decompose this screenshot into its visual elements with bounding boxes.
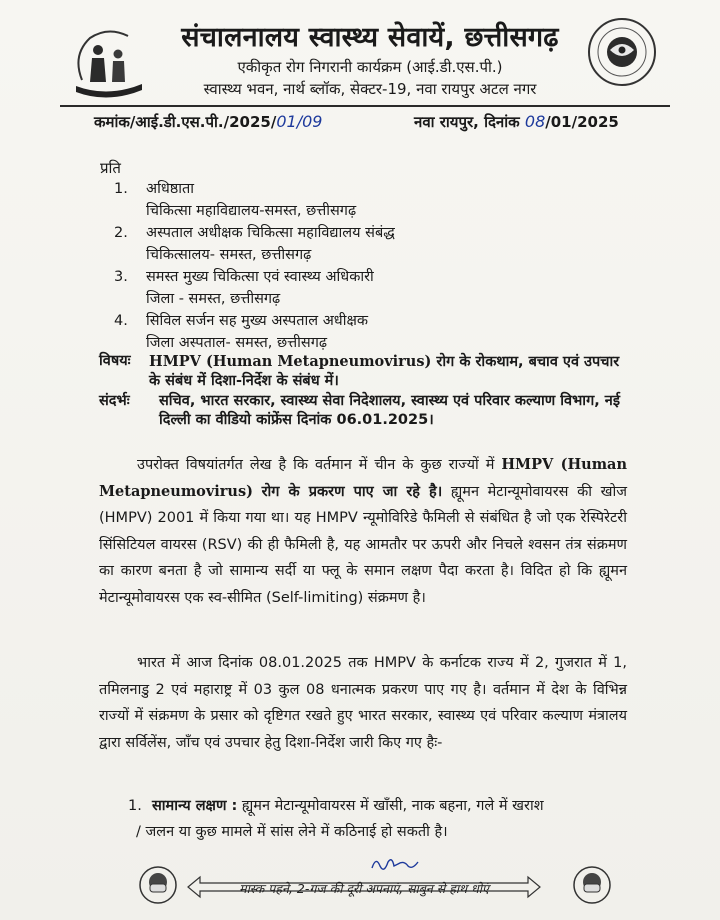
chhattisgarh-health-logo-icon [62, 20, 154, 112]
subject-line: विषयः HMPV (Human Metapneumovirus) रोग के रोकथाम, बचाव एवं उपचार के संबंध में दिशा-निर्देश के संबंध में। [99, 353, 620, 389]
header-rule [60, 105, 670, 107]
salutation: प्रति [100, 159, 121, 177]
handwritten-number: 01/09 [276, 112, 323, 131]
recipient-item: 3. समस्त मुख्य चिकित्सा एवं स्वास्थ्य अधिकारी जिला - समस्त, छत्तीसगढ़ [114, 269, 374, 307]
office-address: स्वास्थ्य भवन, नार्थ ब्लॉक, सेक्टर-19, नवा रायपुर अटल नगर [203, 80, 537, 98]
program-name: एकीकृत रोग निगरानी कार्यक्रम (आई.डी.एस.पी.) [237, 58, 503, 76]
subject-block [99, 352, 629, 430]
recipient-list [114, 178, 634, 354]
handwritten-day: 08 [524, 112, 546, 131]
recipient-item: 2. अस्पताल अधीक्षक चिकित्सा महाविद्यालय संबंद्ध चिकित्सालय- समस्त, छत्तीसगढ़ [114, 225, 395, 263]
recipient-item: 4. सिविल सर्जन सह मुख्य अस्पताल अधीक्षक जिला अस्पताल- समस्त, छत्तीसगढ़ [114, 313, 369, 351]
footer-slogan: मास्क पहने, 2-गज की दूरी अपनाएं, साबुन से हाथ धोएं [239, 881, 489, 896]
mask-face-icon [138, 865, 178, 905]
idsp-logo-icon [586, 16, 658, 88]
footer-banner [186, 872, 542, 902]
department-title: संचालनालय स्वास्थ्य सेवायें, छत्तीसगढ़ [181, 22, 559, 53]
place-date: नवा रायपुर, दिनांक 08/01/2025 [414, 112, 619, 131]
guideline-point-1: 1. सामान्य लक्षण : ह्यूमन मेटान्यूमोवायरस में खाँसी, नाक बहना, गले में खराश / जलन या कुछ मामले में सांस लेने में कठिनाई हो सकती है। [128, 798, 544, 840]
recipient-item: 1. अधिष्ठाता चिकित्सा महाविद्यालय-समस्त, छत्तीसगढ़ [114, 181, 357, 219]
body-paragraph-2: भारत में आज दिनांक 08.01.2025 तक HMPV के कर्नाटक राज्य में 2, गुजरात में 1, तमिलनाडु 2 एवं महाराष्ट्र में 03 कुल 08 धनात्मक प्रकरण पाए गए है। वर्तमान में देश के विभिन्न राज्यों में संक्रमण के प्रसार को दृष्टिगत रखते हुए भारत सरकार, स्वास्थ्य एवं परिवार कल्याण मंत्रालय द्वारा सर्विलेंस, जाँच एवं उपचार हेतु दिशा-निर्देश जारी किए गए हैः- [99, 655, 627, 751]
mask-face-icon [572, 865, 612, 905]
reference-row [94, 112, 634, 132]
body-paragraph-1: उपरोक्त विषयांतर्गत लेख है कि वर्तमान में चीन के कुछ राज्यों में HMPV (Human Metapneumovirus) रोग के प्रकरण पाए जा रहे है। ह्यूमन मेटान्यूमोवायरस की खोज (HMPV) 2001 में किया गया था। यह HMPV न्यूमोविरिडे फैमिली से संबंधित है जो एक रेस्पिरेटरी सिंसिटियल वायरस (RSV) की ही फैमिली है, यह आमतौर पर ऊपरी और निचले श्वसन तंत्र संक्रमण का कारण बनता है जो सामान्य सर्दी या फ्लू के समान लक्षण पैदा करता है। विदित हो कि ह्यूमन मेटान्यूमोवायरस एक स्व-सीमित (Self-limiting) संक्रमण है। [99, 456, 627, 606]
sandarbh-line: संदर्भः सचिव, भारत सरकार, स्वास्थ्य सेवा निदेशालय, स्वास्थ्य एवं परिवार कल्याण विभाग, नई दिल्ली का वीडियो कांफ्रेंस दिनांक 06.01.2025। [99, 393, 620, 428]
letter-number: कमांक/आई.डी.एस.पी./2025/01/09 [94, 112, 323, 131]
letterhead [160, 22, 580, 100]
